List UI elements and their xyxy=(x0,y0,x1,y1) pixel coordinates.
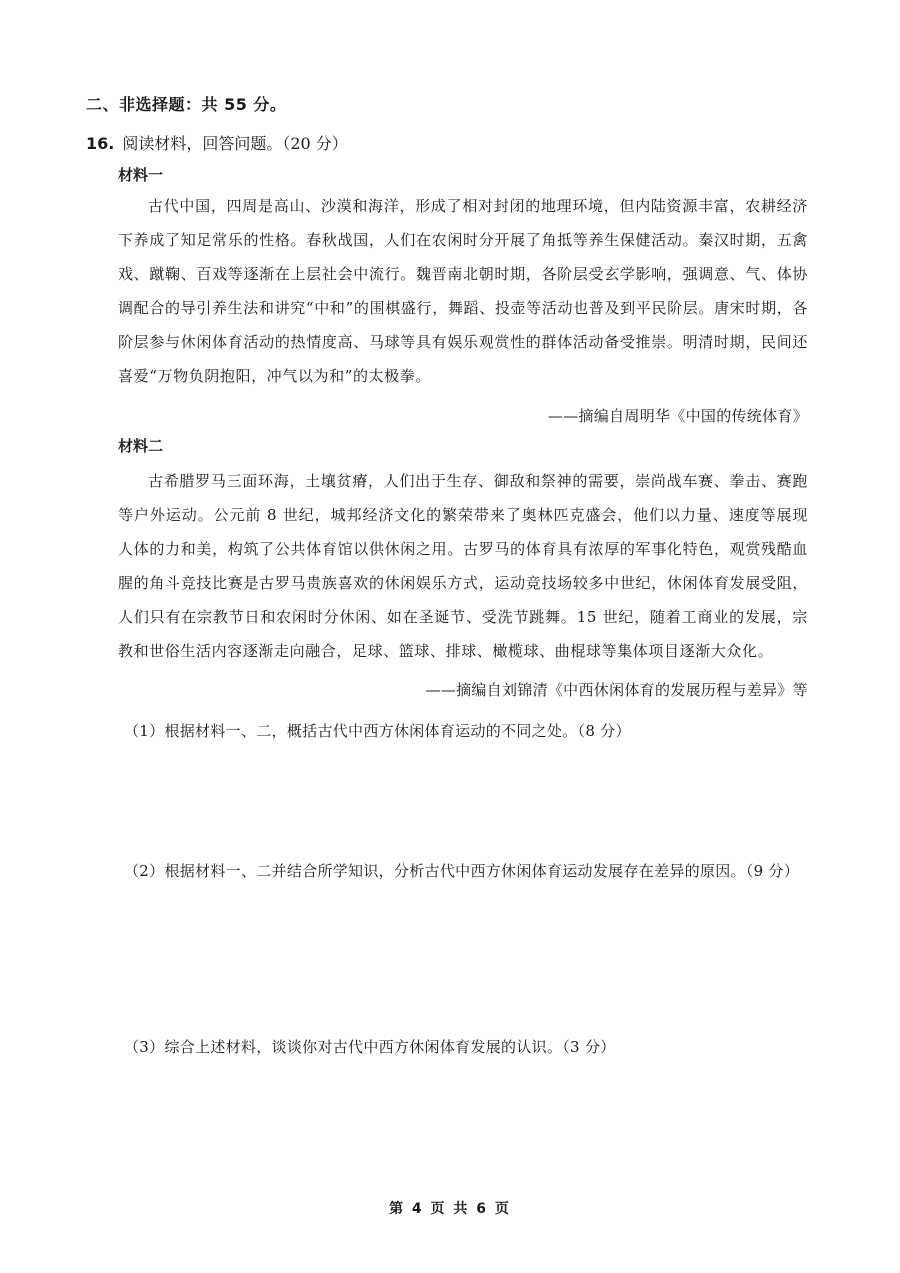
material-1-body: 古代中国，四周是高山、沙漠和海洋，形成了相对封闭的地理环境，但内陆资源丰富，农耕经济下养成了知足常乐的性格。春秋战国，人们在农闲时分开展了角抵等养生保健活动。秦汉时期，五禽戏、蹴鞠、百戏等逐渐在上层社会中流行。魏晋南北朝时期，各阶层受玄学影响，强调意、气、体协调配合的导引养生法和讲究“中和”的围棋盛行，舞蹈、投壶等活动也普及到平民阶层。唐宋时期，各阶层参与休闲体育活动的热情度高、马球等具有娱乐观赏性的群体活动备受推崇。明清时期，民间还喜爱“万物负阴抱阳，冲气以为和”的太极拳。 xyxy=(118,197,808,385)
section-heading: 二、非选择题：共 55 分。 xyxy=(86,95,287,114)
question-number: 16. xyxy=(86,134,115,153)
material-2-title: 材料二 xyxy=(118,437,164,455)
sub-question-3: （3）综合上述材料，谈谈你对古代中西方休闲体育发展的认识。（3 分） xyxy=(124,1038,616,1056)
material-1-source: ——摘编自周明华《中国的传统体育》 xyxy=(547,407,808,425)
material-2-source: ——摘编自刘锦清《中西休闲体育的发展历程与差异》等 xyxy=(425,681,808,699)
page-number-footer: 第 4 页 共 6 页 xyxy=(389,1201,511,1217)
material-2-body: 古希腊罗马三面环海，土壤贫瘠，人们出于生存、御敌和祭神的需要，崇尚战车赛、拳击、赛跑等户外运动。公元前 8 世纪，城邦经济文化的繁荣带来了奥林匹克盛会，他们以力量、速度等展现人体的力和美，构筑了公共体育馆以供休闲之用。古罗马的体育具有浓厚的军事化特色，观赏残酷血腥的角斗竞技比赛是古罗马贵族喜欢的休闲娱乐方式，运动竞技场较多中世纪，休闲体育发展受阻，人们只有在宗教节日和农闲时分休闲、如在圣诞节、受洗节跳舞。15 世纪，随着工商业的发展，宗教和世俗生活内容逐渐走向融合，足球、篮球、排球、橄榄球、曲棍球等集体项目逐渐大众化。 xyxy=(118,472,808,660)
sub-question-2: （2）根据材料一、二并结合所学知识，分析古代中西方休闲体育运动发展存在差异的原因。（9 分） xyxy=(124,862,800,880)
material-1-title: 材料一 xyxy=(118,166,164,184)
sub-question-1: （1）根据材料一、二，概括古代中西方休闲体育运动的不同之处。（8 分） xyxy=(124,722,631,740)
question-header xyxy=(86,131,348,154)
question-prompt: 阅读材料，回答问题。（20 分） xyxy=(122,134,348,153)
